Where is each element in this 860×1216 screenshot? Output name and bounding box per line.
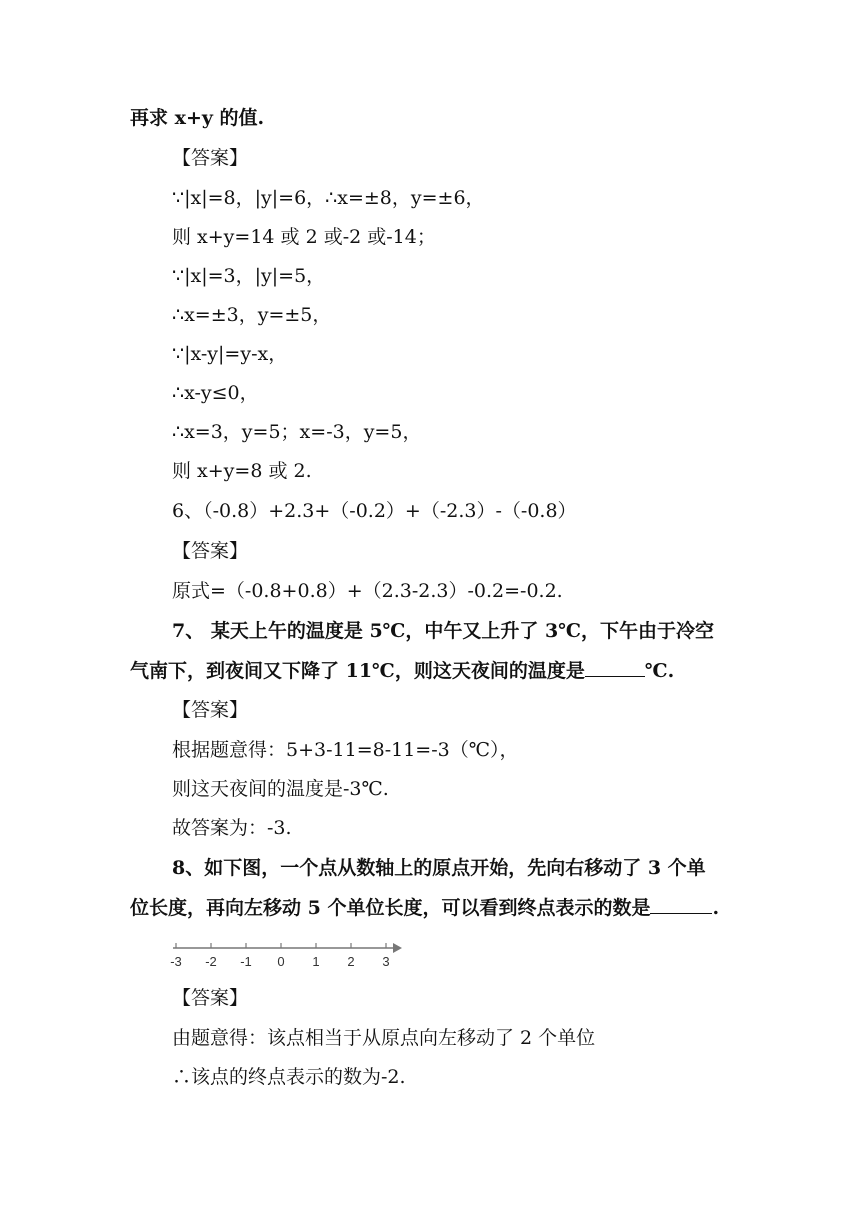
answer-line: 则这天夜间的温度是-3℃. xyxy=(172,778,389,800)
number-line-tick-label: 1 xyxy=(312,954,320,969)
answer-line: ∴x=±3，y=±5， xyxy=(172,304,332,326)
question-7-line-2: 气南下，到夜间又下降了 11℃，则这天夜间的温度是 ℃. xyxy=(130,660,675,682)
answer-line: 由题意得：该点相当于从原点向左移动了 2 个单位 xyxy=(172,1027,596,1049)
number-line-tick-label: -3 xyxy=(170,954,182,969)
question-8-line-2: 位长度，再向左移动 5 个单位长度，可以看到终点表示的数是 . xyxy=(130,897,720,919)
question-6: 6、（-0.8）+2.3+（-0.2）+（-2.3）-（-0.8） xyxy=(172,500,577,522)
number-line-tick-label: 2 xyxy=(347,954,355,969)
arrow-right-icon xyxy=(393,943,402,953)
answer-line: 原式=（-0.8+0.8）+（2.3-2.3）-0.2=-0.2. xyxy=(172,580,563,602)
answer-line: 故答案为：-3. xyxy=(172,817,292,839)
answer-label: 【答案】 xyxy=(172,147,249,169)
answer-line: ∴x=3，y=5；x=-3，y=5， xyxy=(172,421,422,443)
answer-line: 则 x+y=8 或 2. xyxy=(172,460,312,482)
answer-blank xyxy=(585,672,645,677)
question-7-line-1: 7、 某天上午的温度是 5℃，中午又上升了 3℃，下午由于冷空 xyxy=(172,620,715,642)
answer-line: ∵|x-y|=y-x， xyxy=(172,343,288,365)
question-8-line-1: 8、如下图，一个点从数轴上的原点开始，先向右移动了 3 个单 xyxy=(172,857,706,879)
number-line-tick-label: -1 xyxy=(240,954,252,969)
number-line-tick-label: -2 xyxy=(205,954,217,969)
answer-line: ∴该点的终点表示的数为-2. xyxy=(172,1066,406,1088)
answer-line: 根据题意得：5+3-11=8-11=-3（℃）， xyxy=(172,739,519,761)
answer-label: 【答案】 xyxy=(172,699,249,721)
number-line-figure xyxy=(165,938,415,972)
answer-label: 【答案】 xyxy=(172,987,249,1009)
number-line-tick-label: 0 xyxy=(277,954,285,969)
answer-line: ∵|x|=3，|y|=5， xyxy=(172,265,326,287)
question-continuation: 再求 x+y 的值. xyxy=(130,107,265,129)
answer-line: ∵|x|=8，|y|=6，∴x=±8，y=±6， xyxy=(172,187,485,209)
answer-blank xyxy=(650,909,712,914)
number-line-tick-label: 3 xyxy=(382,954,390,969)
answer-label: 【答案】 xyxy=(172,540,249,562)
answer-line: 则 x+y=14 或 2 或-2 或-14； xyxy=(172,226,436,248)
answer-line: ∴x-y≤0， xyxy=(172,382,259,404)
